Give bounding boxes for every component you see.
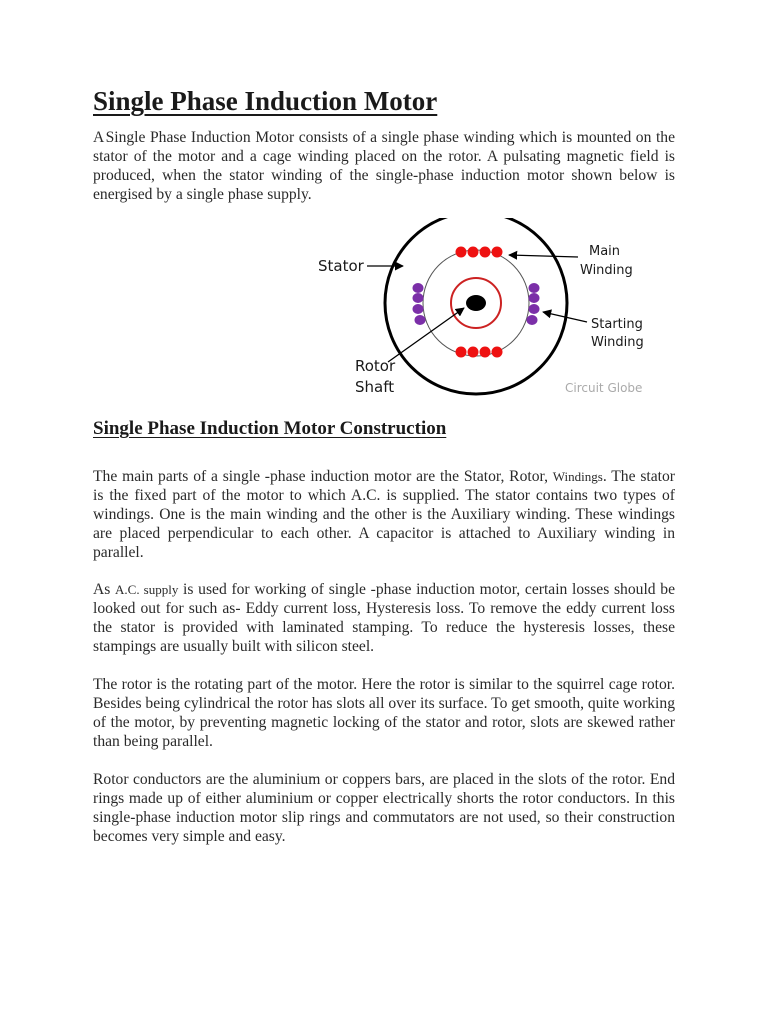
paragraph-losses (93, 580, 675, 656)
section-heading: Single Phase Induction Motor Construction (93, 418, 447, 439)
starting-winding-left (413, 283, 426, 325)
starting-winding-right (527, 283, 540, 325)
paragraph-conductors: Rotor conductors are the aluminium or coppers bars, are placed in the slots of the rotor. End rings made up of either aluminium or copper electrically shorts the rotor conductors. In this single-phase induction motor slip rings and commutators are not used, so their construction becomes very simple and easy. (93, 771, 675, 845)
intro-paragraph (93, 128, 675, 204)
page-title: Single Phase Induction Motor (93, 86, 438, 116)
rotor-shaft-arrow (388, 308, 464, 362)
paragraph-text: As (93, 581, 116, 598)
intro-term-link[interactable]: Single Phase Induction Motor (105, 129, 295, 146)
starting-winding-coil (413, 304, 424, 314)
windings-link[interactable]: Windings (552, 469, 603, 484)
main-winding-label-1: Main (589, 244, 621, 259)
starting-winding-coil (529, 283, 540, 293)
main-winding-coil (492, 347, 503, 358)
main-winding-label-2: Winding (580, 263, 633, 278)
starting-winding-coil (413, 283, 424, 293)
starting-winding-coil (413, 293, 424, 303)
main-winding-coil (468, 347, 479, 358)
motor-diagram (303, 218, 663, 403)
starting-winding-label-1: Starting (591, 317, 643, 332)
paragraph-text: The main parts of a single -phase induction motor are the Stator, Rotor, (93, 468, 553, 485)
paragraph-text: . The stator is the fixed part of the motor to which A.C. is supplied. The stator contains two types of windings. One is the main winding and the other is the Auxiliary winding. These windings are placed perpendicular to each other. A capacitor is attached to Auxiliary winding in parallel. (93, 468, 675, 561)
ac-supply-link[interactable]: A.C. supply (115, 582, 179, 597)
intro-lead: A (93, 129, 105, 146)
starting-winding-coil (529, 304, 540, 314)
paragraph-text: is used for working of single -phase induction motor, certain losses should be looked out for such as- Eddy current loss, Hysteresis loss. To remove the eddy current loss the stator is provided with laminated stamping. To reduce the hysteresis losses, these stampings are usually built with silicon steel. (93, 581, 676, 655)
paragraph-parts (93, 467, 675, 562)
main-winding-top (456, 247, 503, 258)
main-winding-coil (480, 247, 491, 258)
main-winding-coil (468, 247, 479, 258)
starting-winding-label-2: Winding (591, 335, 644, 350)
starting-winding-coil (415, 315, 426, 325)
rotor-shaft (466, 295, 486, 311)
main-winding-coil (456, 347, 467, 358)
rotor-label-1: Rotor (355, 357, 396, 375)
main-winding-arrow (509, 255, 578, 257)
rotor-label-2: Shaft (355, 378, 395, 396)
main-winding-coil (492, 247, 503, 258)
starting-winding-coil (529, 293, 540, 303)
starting-winding-coil (527, 315, 538, 325)
main-winding-coil (480, 347, 491, 358)
paragraph-rotor: The rotor is the rotating part of the motor. Here the rotor is similar to the squirrel cage rotor. Besides being cylindrical the rotor has slots all over its surface. To get smooth, quite working of the motor, by preventing magnetic locking of the stator and rotor, slots are skewed rather than being parallel. (93, 676, 675, 750)
stator-label: Stator (318, 257, 364, 275)
watermark-text: Circuit Globe (565, 381, 643, 395)
main-winding-coil (456, 247, 467, 258)
intro-rest: consists of a single phase winding which is mounted on the stator of the motor and a cage winding placed on the rotor. A pulsating magnetic field is produced, when the stator winding of the single-phase induction motor shown below is energised by a single phase supply. (93, 129, 675, 203)
